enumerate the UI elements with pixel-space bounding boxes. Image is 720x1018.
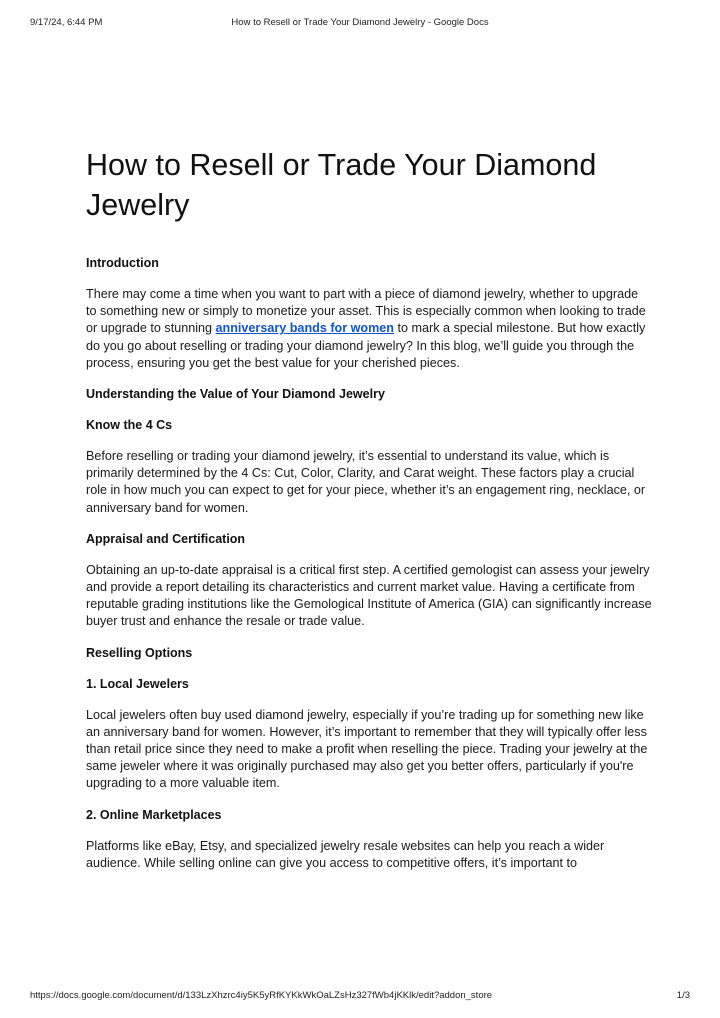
- print-date: 9/17/24, 6:44 PM: [30, 17, 103, 28]
- anniversary-bands-link[interactable]: anniversary bands for women: [215, 321, 394, 336]
- heading-appraisal: Appraisal and Certification: [86, 531, 246, 546]
- heading-understanding-value: Understanding the Value of Your Diamond Jewelry: [86, 387, 385, 402]
- intro-text-before-link: There may come a time when you want to part with a piece of diamond jewelry, whether to upgrade to something new or simply to monetize your asset. This is especially common when looking to trade or upgrade to stunning: [86, 287, 646, 336]
- paragraph-introduction: [86, 286, 652, 372]
- heading-online-marketplaces: 2. Online Marketplaces: [86, 807, 222, 822]
- heading-introduction: Introduction: [86, 256, 159, 270]
- document-body: [86, 145, 652, 886]
- paragraph-4cs: Before reselling or trading your diamond jewelry, it’s essential to understand its value, which is primarily determined by the 4 Cs: Cut, Color, Clarity, and Carat weight. These factors play a crucial role in how much you can expect to get for your piece, whether it’s an engagement ring, necklace, or anniversary band for women.: [86, 449, 646, 515]
- heading-know-4cs: Know the 4 Cs: [86, 418, 173, 433]
- paragraph-online-marketplaces: Platforms like eBay, Etsy, and specialized jewelry resale websites can help you reach a wider audience. While selling online can give you access to competitive offers, it’s important to: [86, 838, 605, 870]
- heading-local-jewelers: 1. Local Jewelers: [86, 676, 189, 691]
- document-title: How to Resell or Trade Your Diamond Jewelry: [86, 148, 597, 222]
- page-number: 1/3: [676, 990, 690, 1001]
- heading-reselling-options: Reselling Options: [86, 645, 193, 660]
- paragraph-local-jewelers: Local jewelers often buy used diamond jewelry, especially if you’re trading up for something new like an anniversary band for women. However, it’s important to remember that they will typically offer less than retail price since they need to make a profit when reselling the piece. Trading your jewelry at the same jeweler where it was originally purchased may also get you better offers, particularly if you're upgrading to a more valuable item.: [86, 707, 648, 791]
- print-doc-title: How to Resell or Trade Your Diamond Jewelry - Google Docs: [231, 17, 489, 28]
- paragraph-appraisal: Obtaining an up-to-date appraisal is a critical first step. A certified gemologist can assess your jewelry and provide a report detailing its characteristics and current market value. Having a certificate from reputable grading institutions like the Gemological Institute of America (GIA) can significantly increase buyer trust and enhance the resale or trade value.: [86, 562, 652, 629]
- print-footer: [30, 990, 690, 1004]
- intro-text-after-link: to mark a special milestone. But how exactly do you go about reselling or trading your diamond jewelry? In this blog, we’ll guide you through the process, ensuring you get the best value for your cherished pieces.: [86, 321, 646, 370]
- print-url: https://docs.google.com/document/d/133LzXhzrc4iy5K5yRfKYKkWkOaLZsHz327fWb4jKKlk/edit?addon_store: [30, 990, 493, 1001]
- print-header: [30, 17, 690, 31]
